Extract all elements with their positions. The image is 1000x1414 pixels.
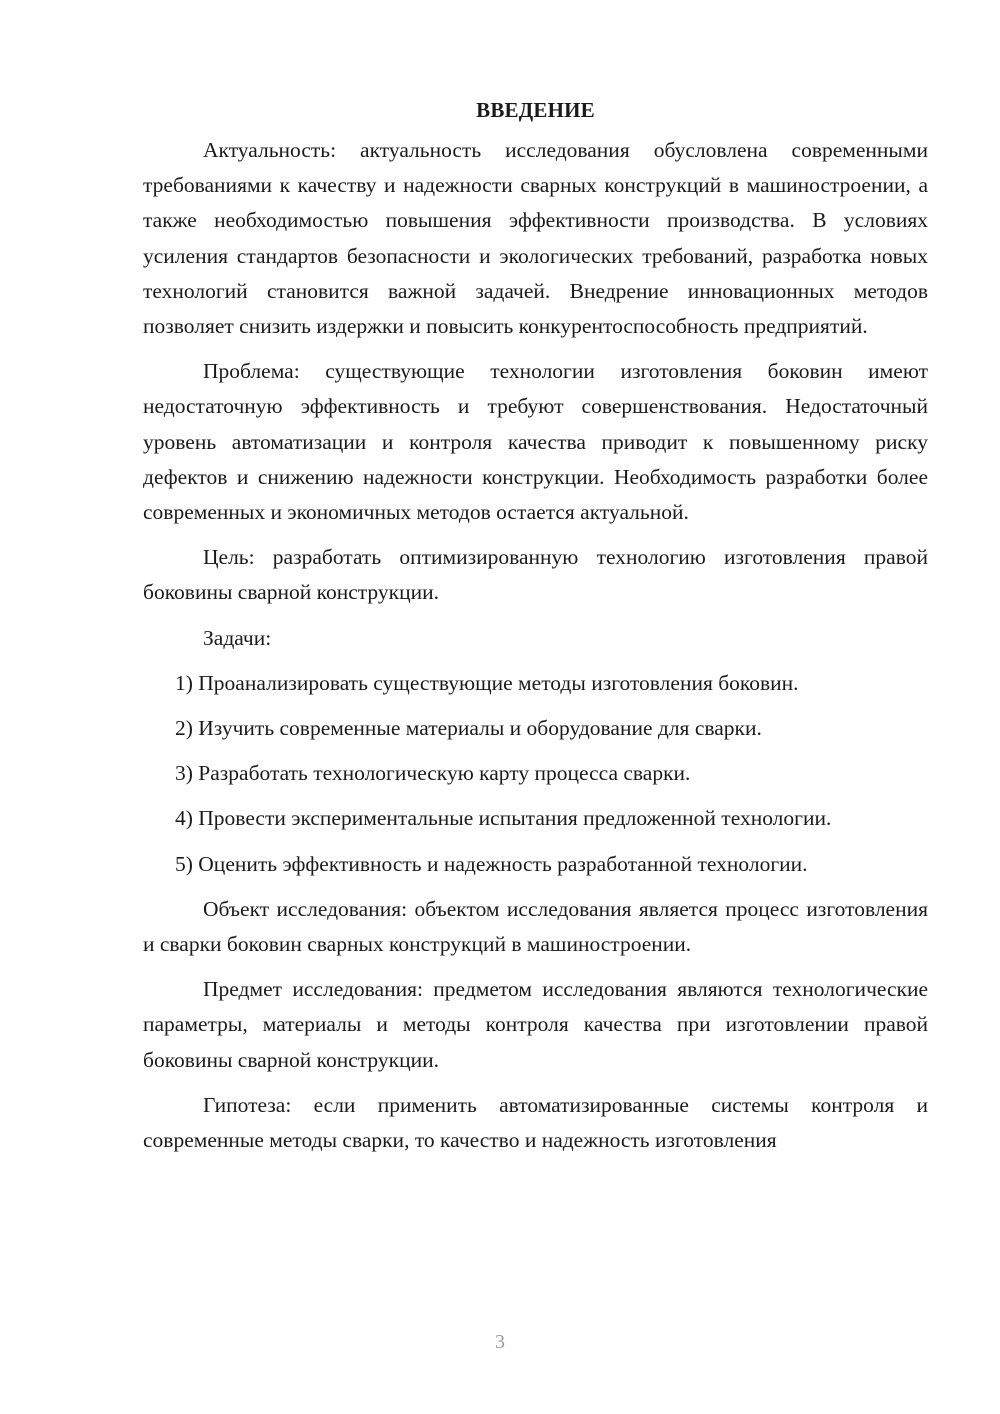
paragraph-hypothesis: Гипотеза: если применить автоматизированные системы контроля и современные методы сварки, то качество и надежность изготовления (143, 1092, 928, 1153)
paragraph-object: Объект исследования: объектом исследования является процесс изготовления и сварки боковин сварных конструкций в машиностроении. (143, 896, 928, 957)
paragraph-goal: Цель: разработать оптимизированную технологию изготовления правой боковины сварной конструкции. (143, 545, 928, 605)
task-item-2: 2) Изучить современные материалы и оборудование для сварки. (175, 716, 762, 741)
paragraph-subject: Предмет исследования: предметом исследования являются технологические параметры, материалы и методы контроля качества при изготовлении правой боковины сварной конструкции. (143, 977, 928, 1072)
page-number: 3 (495, 1331, 505, 1353)
tasks-heading: Задачи: (203, 625, 272, 650)
task-item-1: 1) Проанализировать существующие методы изготовления боковин. (175, 670, 799, 695)
task-item-3: 3) Разработать технологическую карту процесса сварки. (175, 761, 691, 786)
task-item-5: 5) Оценить эффективность и надежность разработанной технологии. (175, 851, 808, 876)
document-page (143, 92, 928, 1168)
paragraph-relevance: Актуальность: актуальность исследования обусловлена современными требованиями к качеству и надежности сварных конструкций в машиностроении, а также необходимостью повышения эффективности производства. В условиях усиления стандартов безопасности и экологических требований, разработка новых технологий становится важной задачей. Внедрение инновационных методов позволяет снизить издержки и повысить конкурентоспособность предприятий. (143, 138, 928, 339)
paragraph-problem: Проблема: существующие технологии изготовления боковин имеют недостаточную эффективность и требуют совершенствования. Недостаточный уровень автоматизации и контроля качества приводит к повышенному риску дефектов и снижению надежности конструкции. Необходимость разработки более современных и экономичных методов остается актуальной. (143, 359, 928, 525)
task-item-4: 4) Провести экспериментальные испытания предложенной технологии. (175, 806, 832, 831)
section-title: ВВЕДЕНИЕ (476, 98, 595, 122)
